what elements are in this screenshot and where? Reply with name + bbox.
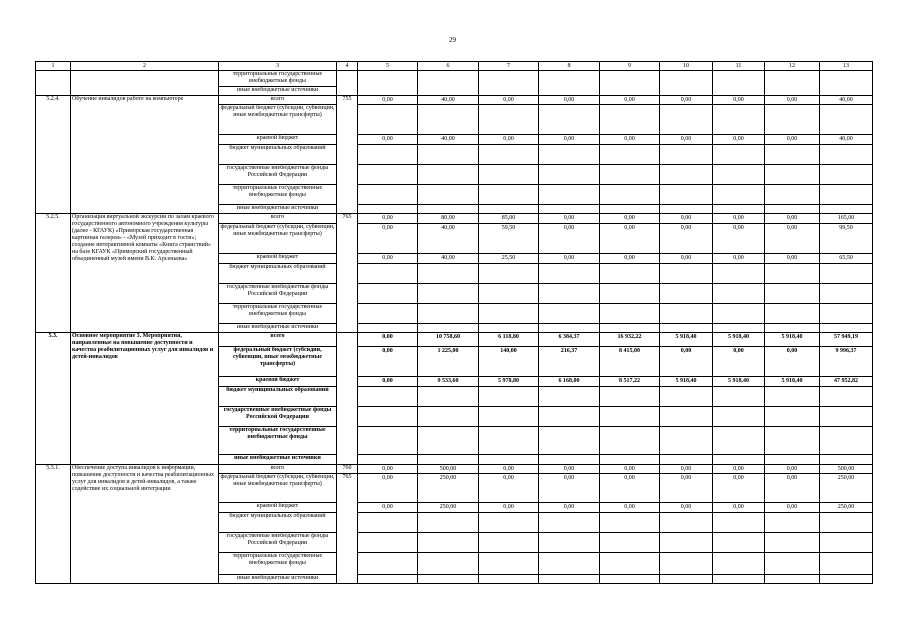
value-cell: 0,00 [660,135,713,145]
source-cell: иные внебюджетные источники [219,575,337,584]
value-cell: 0,00 [539,96,600,105]
code-cell: 5.3. [36,333,71,465]
value-cell: 5 918,40 [765,333,820,347]
value-cell: 0,00 [539,503,600,513]
value-cell: 0,00 [600,214,660,224]
table-row [36,96,873,105]
value-cell: 0,00 [660,214,713,224]
grbs-cell: 760 [337,465,358,474]
grbs-cell: 765 [337,214,358,333]
value-cell: 9 996,37 [820,347,873,377]
source-cell: краевой бюджет [219,377,337,387]
value-cell: 10 758,60 [418,333,479,347]
value-cell: 0,00 [600,224,660,254]
source-cell: территориальные государственные внебюджетные фонды [219,553,337,575]
source-cell: государственные внебюджетные фонды Российской Федерации [219,165,337,185]
name-cell: Обеспечение доступа инвалидов к информации, повышение доступности и качества реабилитационных услуг для инвалидов и детей-инвалидов, а также содействие их социальной интеграции [71,465,219,584]
value-cell: 0,00 [479,474,539,503]
source-cell: иные внебюджетные источники [219,87,337,96]
value-cell: 0,00 [660,254,713,264]
name-cell: Обучение инвалидов работе на компьютере [71,96,219,214]
value-cell: 0,00 [765,474,820,503]
value-cell: 40,00 [820,135,873,145]
value-cell: 5 918,40 [660,377,713,387]
value-cell: 0,00 [765,214,820,224]
column-header: 11 [713,62,765,71]
column-header: 5 [358,62,418,71]
value-cell: 0,00 [479,465,539,474]
value-cell: 0,00 [358,503,418,513]
source-cell: краевой бюджет [219,135,337,145]
source-cell: всего [219,333,337,347]
source-cell: иные внебюджетные источники [219,205,337,214]
source-cell: краевой бюджет [219,503,337,513]
column-header: 4 [337,62,358,71]
column-header: 2 [71,62,219,71]
value-cell: 0,00 [600,474,660,503]
value-cell: 0,00 [765,254,820,264]
value-cell: 57 949,19 [820,333,873,347]
name-cell: Организация виртуальной экскурсии по залам краевого государственного автономного учреждения культуры (далее - КГАУК) «Приморская государственная картинная галерея» - «Музей приходит в гости»; создание интерактивной комнаты «Книга странствий» на базе КГАУК «Приморский государственный объединенный музей имени В.К. Арсеньева» [71,214,219,333]
value-cell: 0,00 [765,503,820,513]
value-cell: 1 225,00 [418,347,479,377]
value-cell: 0,00 [765,224,820,254]
value-cell: 250,00 [418,474,479,503]
value-cell: 0,00 [539,214,600,224]
value-cell: 0,00 [539,224,600,254]
value-cell: 40,00 [418,254,479,264]
code-cell: 5.2.5. [36,214,71,333]
budget-table [35,61,873,584]
value-cell: 500,00 [418,465,479,474]
value-cell: 0,00 [539,465,600,474]
value-cell: 65,50 [820,254,873,264]
column-header: 3 [219,62,337,71]
value-cell: 99,50 [820,224,873,254]
column-header: 1 [36,62,71,71]
name-cell [71,71,219,96]
source-cell: федеральный бюджет (субсидии, субвенции, иные межбюджетные трансферты) [219,224,337,254]
source-cell: территориальные государственные внебюджетные фонды [219,185,337,205]
value-cell: 8 415,00 [600,347,660,377]
code-cell: 5.2.4. [36,96,71,214]
value-cell: 0,00 [660,224,713,254]
value-cell: 8 517,22 [600,377,660,387]
value-cell: 216,37 [539,347,600,377]
value-cell: 0,00 [358,377,418,387]
value-cell: 0,00 [765,135,820,145]
header-row [36,62,873,71]
source-cell: всего [219,465,337,474]
table-row [36,71,873,87]
value-cell: 500,00 [820,465,873,474]
source-cell: территориальные государственные внебюджетные фонды [219,71,337,87]
value-cell: 6 384,37 [539,333,600,347]
value-cell: 0,00 [479,135,539,145]
value-cell: 0,00 [713,474,765,503]
value-cell: 250,00 [820,503,873,513]
value-cell: 0,00 [660,347,713,377]
value-cell: 5 918,40 [713,333,765,347]
value-cell: 5 918,40 [713,377,765,387]
source-cell: всего [219,214,337,224]
value-cell: 0,00 [600,254,660,264]
value-cell: 165,00 [820,214,873,224]
value-cell: 5 918,40 [660,333,713,347]
value-cell: 0,00 [600,503,660,513]
page-number: 29 [449,36,456,44]
table-row [36,333,873,347]
source-cell: государственные внебюджетные фонды Российской Федерации [219,407,337,427]
grbs-cell: 765 [337,474,358,584]
value-cell: 0,00 [358,474,418,503]
source-cell: бюджет муниципальных образований [219,264,337,284]
source-cell: федеральный бюджет (субсидии, субвенции, иные межбюджетные трансферты) [219,474,337,503]
name-cell: Основное мероприятие 3. Мероприятия, направленные на повышение доступности и качества реабилитационных услуг для инвалидов и детей-инвалидов [71,333,219,465]
source-cell: бюджет муниципальных образований [219,387,337,407]
code-cell: 5.3.1. [36,465,71,584]
value-cell: 0,00 [358,347,418,377]
value-cell: 0,00 [358,333,418,347]
value-cell: 0,00 [713,254,765,264]
value-cell: 40,00 [418,135,479,145]
column-header: 9 [600,62,660,71]
grbs-cell [337,333,358,465]
value-cell: 80,00 [418,214,479,224]
value-cell: 0,00 [765,347,820,377]
value-cell: 0,00 [358,465,418,474]
value-cell: 6 118,80 [479,333,539,347]
value-cell: 0,00 [358,96,418,105]
value-cell: 140,00 [479,347,539,377]
source-cell: федеральный бюджет (субсидии, субвенции, иные межбюджетные трансферты) [219,347,337,377]
value-cell: 5 978,80 [479,377,539,387]
value-cell: 0,00 [358,135,418,145]
source-cell: федеральный бюджет (субсидии, субвенции, иные межбюджетные трансферты) [219,105,337,135]
value-cell: 0,00 [660,474,713,503]
value-cell: 0,00 [358,224,418,254]
source-cell: бюджет муниципальных образований [219,513,337,533]
value-cell: 0,00 [713,214,765,224]
value-cell: 0,00 [479,503,539,513]
grbs-cell: 755 [337,96,358,214]
column-header: 7 [479,62,539,71]
value-cell: 0,00 [358,214,418,224]
value-cell: 85,00 [479,214,539,224]
value-cell: 0,00 [539,474,600,503]
source-cell: бюджет муниципальных образований [219,145,337,165]
value-cell: 0,00 [765,465,820,474]
source-cell: государственные внебюджетные фонды Российской Федерации [219,284,337,304]
column-header: 6 [418,62,479,71]
value-cell: 0,00 [713,96,765,105]
value-cell: 0,00 [539,254,600,264]
value-cell: 0,00 [358,254,418,264]
value-cell: 250,00 [820,474,873,503]
column-header: 13 [820,62,873,71]
value-cell: 0,00 [765,96,820,105]
value-cell: 6 168,00 [539,377,600,387]
source-cell: государственные внебюджетные фонды Российской Федерации [219,533,337,553]
value-cell: 9 533,60 [418,377,479,387]
column-header: 12 [765,62,820,71]
value-cell: 0,00 [660,503,713,513]
value-cell: 25,50 [479,254,539,264]
value-cell: 0,00 [600,135,660,145]
source-cell: территориальные государственные внебюджетные фонды [219,304,337,324]
value-cell: 16 932,22 [600,333,660,347]
value-cell: 0,00 [713,347,765,377]
source-cell: территориальные государственные внебюджетные фонды [219,427,337,455]
value-cell: 40,00 [418,96,479,105]
value-cell: 59,50 [479,224,539,254]
value-cell: 40,00 [820,96,873,105]
table-row [36,465,873,474]
value-cell: 0,00 [660,465,713,474]
value-cell: 0,00 [539,135,600,145]
source-cell: всего [219,96,337,105]
value-cell: 0,00 [660,96,713,105]
code-cell [36,71,71,96]
value-cell: 0,00 [713,503,765,513]
value-cell: 47 952,82 [820,377,873,387]
source-cell: иные внебюджетные источники [219,324,337,333]
source-cell: иные внебюджетные источники [219,455,337,465]
table-row [36,214,873,224]
value-cell: 0,00 [713,135,765,145]
value-cell: 40,00 [418,224,479,254]
value-cell: 5 918,40 [765,377,820,387]
value-cell: 0,00 [713,224,765,254]
value-cell: 0,00 [479,96,539,105]
value-cell: 0,00 [600,465,660,474]
column-header: 8 [539,62,600,71]
value-cell: 0,00 [713,465,765,474]
column-header: 10 [660,62,713,71]
source-cell: краевой бюджет [219,254,337,264]
value-cell: 250,00 [418,503,479,513]
value-cell: 0,00 [600,96,660,105]
